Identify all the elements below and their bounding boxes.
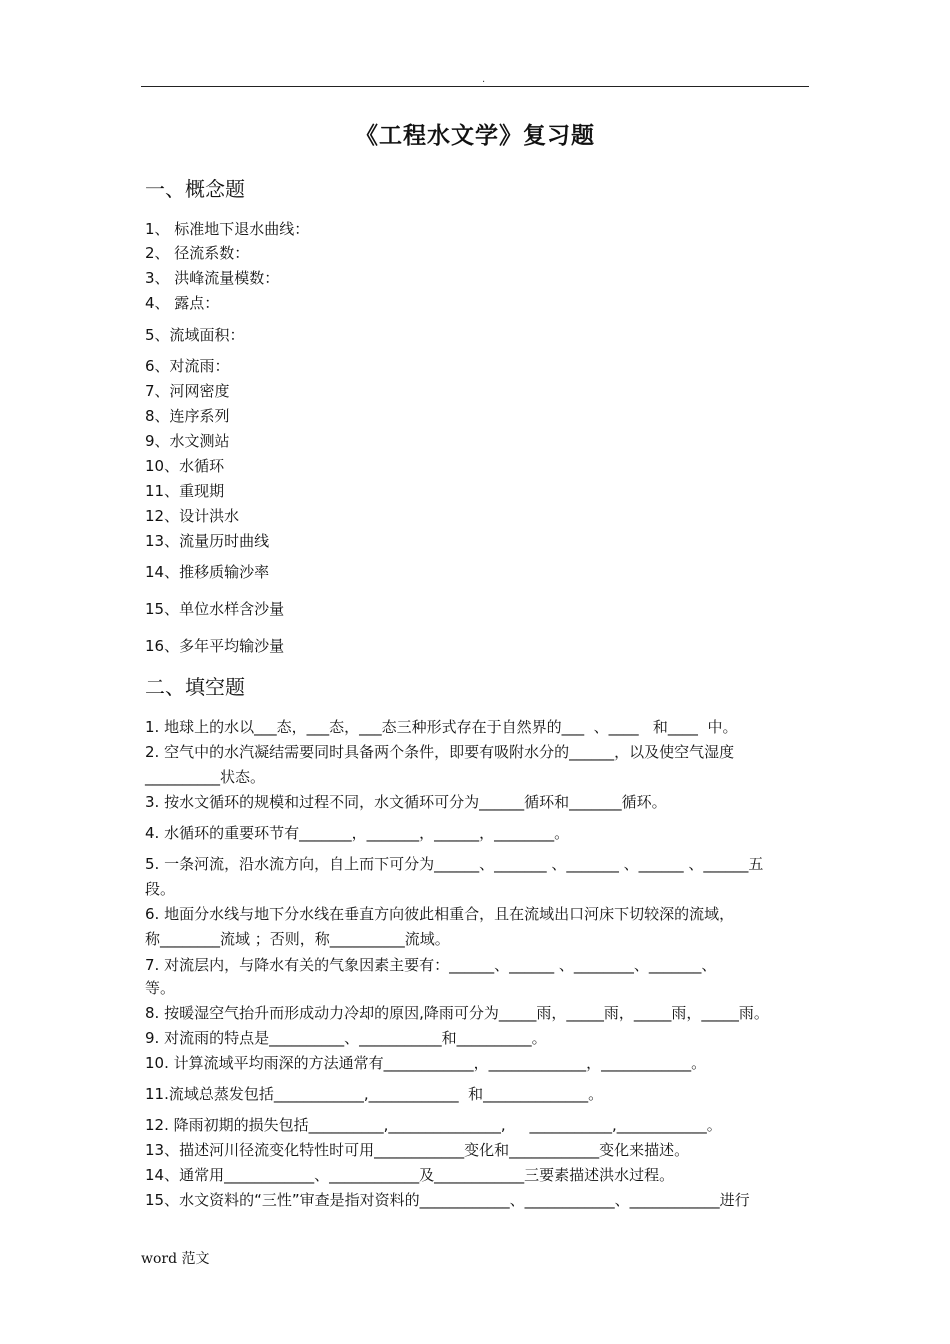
concept-item: 15、单位水样含沙量: [145, 600, 285, 618]
concept-item: 7、河网密度: [145, 382, 230, 400]
header-rule: [141, 86, 809, 87]
fill-blank-line: 9. 对流雨的特点是__________、___________和__________。: [145, 1029, 547, 1047]
fill-blank-line: 8. 按暖湿空气抬升而形成动力冷却的原因,降雨可分为_____雨，_____雨，_____雨，_____雨。: [145, 1004, 769, 1022]
concept-item: 13、流量历时曲线: [145, 532, 270, 550]
concept-item: 4、 露点：: [145, 294, 220, 312]
fill-blank-line: 4. 水循环的重要环节有_______，_______，______，________。: [145, 824, 570, 842]
section-heading-fill-blank: 二、填空题: [145, 675, 245, 699]
fill-blank-line: 5. 一条河流，沿水流方向，自上而下可分为______、_______ 、_______ 、______ 、______五: [145, 855, 764, 873]
concept-item: 14、推移质输沙率: [145, 563, 270, 581]
fill-blank-line: 11.流域总蒸发包括____________,____________ 和______________。: [145, 1085, 604, 1103]
fill-blank-line: 1. 地球上的水以___态，___态，___态三种形式存在于自然界的___ 、____ 和____ 中。: [145, 718, 738, 736]
fill-blank-line: 称________流域 ；否则，称__________流域。: [145, 930, 450, 948]
fill-blank-line: 6. 地面分水线与地下分水线在垂直方向彼此相重合，且在流域出口河床下切较深的流域，: [145, 905, 735, 923]
footer-text: word 范文: [141, 1251, 210, 1267]
concept-item: 11、重现期: [145, 482, 225, 500]
concept-item: 8、连序系列: [145, 407, 230, 425]
section-heading-concepts: 一、概念题: [145, 177, 245, 201]
fill-blank-line: 13、描述河川径流变化特性时可用____________变化和____________变化来描述。: [145, 1141, 690, 1159]
fill-blank-line: 15、水文资料的“三性”审查是指对资料的____________、____________、____________进行: [145, 1191, 750, 1209]
concept-item: 5、流域面积：: [145, 326, 245, 344]
fill-blank-line: 2. 空气中的水汽凝结需要同时具备两个条件，即要有吸附水分的______，以及使空气湿度: [145, 743, 735, 761]
concept-item: 12、设计洪水: [145, 507, 240, 525]
fill-blank-line: 段。: [145, 880, 176, 898]
fill-blank-line: 等。: [145, 979, 176, 997]
concept-item: 16、多年平均输沙量: [145, 637, 285, 655]
concept-item: 9、水文测站: [145, 432, 230, 450]
concept-item: 1、 标准地下退水曲线：: [145, 220, 310, 238]
concept-item: 2、 径流系数：: [145, 244, 250, 262]
document-title: 《工程水文学》复习题: [355, 123, 595, 149]
fill-blank-line: 10. 计算流域平均雨深的方法通常有____________，_____________，____________。: [145, 1054, 707, 1072]
fill-blank-line: __________状态。: [145, 768, 266, 786]
fill-blank-line: 3. 按水文循环的规模和过程不同，水文循环可分为______循环和_______循环。: [145, 793, 667, 811]
concept-item: 10、水循环: [145, 457, 225, 475]
concept-item: 6、对流雨：: [145, 357, 230, 375]
header-mark: .: [482, 74, 486, 85]
concept-item: 3、 洪峰流量模数：: [145, 269, 280, 287]
fill-blank-line: 14、通常用____________、____________及____________三要素描述洪水过程。: [145, 1166, 675, 1184]
fill-blank-line: 12. 降雨初期的损失包括__________,_______________, ___________,____________。: [145, 1116, 722, 1134]
fill-blank-line: 7. 对流层内，与降水有关的气象因素主要有：______、______ 、________、_______、: [145, 956, 717, 974]
